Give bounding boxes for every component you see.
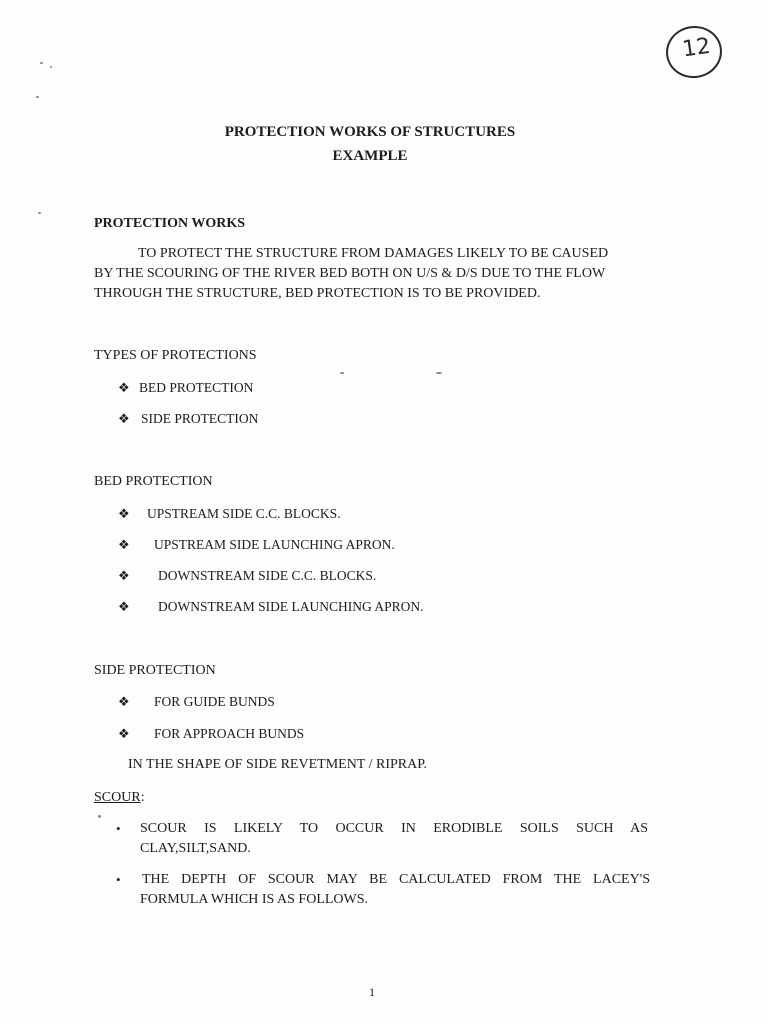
handwritten-page-mark — [663, 22, 726, 81]
scan-speck — [36, 96, 39, 98]
list-item-label: FOR GUIDE BUNDS — [154, 694, 275, 709]
list-item-label: DOWNSTREAM SIDE LAUNCHING APRON. — [158, 599, 424, 614]
scan-speck — [38, 212, 41, 214]
list-item — [118, 694, 275, 710]
dot-bullet-icon: • — [116, 821, 121, 836]
scan-speck — [50, 66, 52, 68]
diamond-bullet-icon: ❖ — [118, 411, 130, 426]
paragraph-line: TO PROTECT THE STRUCTURE FROM DAMAGES LIKELY TO BE CAUSED — [138, 246, 609, 261]
dot-bullet-icon: • — [116, 872, 121, 887]
scan-speck — [40, 62, 43, 64]
diamond-bullet-icon: ❖ — [118, 694, 130, 709]
list-item-label: UPSTREAM SIDE LAUNCHING APRON. — [154, 537, 395, 552]
scour-bullet-line: CLAY,SILT,SAND. — [140, 841, 251, 856]
list-item — [118, 726, 304, 742]
list-item-label: FOR APPROACH BUNDS — [154, 726, 305, 741]
page-number: 1 — [369, 985, 375, 999]
document-title: PROTECTION WORKS OF STRUCTURES — [224, 124, 516, 140]
diamond-bullet-icon: ❖ — [118, 726, 130, 741]
diamond-bullet-icon: ❖ — [118, 537, 130, 552]
list-item — [118, 599, 424, 615]
list-item-label: UPSTREAM SIDE C.C. BLOCKS. — [147, 506, 341, 521]
scour-bullet-line: FORMULA WHICH IS AS FOLLOWS. — [140, 892, 369, 907]
page-mark-text: 12 — [680, 33, 713, 63]
scour-bullet-line: SCOUR IS LIKELY TO OCCUR IN ERODIBLE SOILS SUCH AS — [140, 821, 648, 836]
scan-speck — [436, 372, 442, 374]
list-item — [118, 380, 253, 396]
list-item — [118, 411, 258, 427]
scour-bullet-line: THE DEPTH OF SCOUR MAY BE CALCULATED FROM THE LACEY'S — [142, 872, 650, 887]
list-item-label: SIDE PROTECTION — [141, 411, 259, 426]
scour-heading-label: SCOUR — [94, 790, 141, 805]
diamond-bullet-icon: ❖ — [118, 599, 130, 614]
side-protection-note: IN THE SHAPE OF SIDE REVETMENT / RIPRAP. — [128, 757, 427, 772]
diamond-bullet-icon: ❖ — [118, 568, 130, 583]
list-item-label: BED PROTECTION — [139, 380, 254, 395]
diamond-bullet-icon: ❖ — [118, 506, 130, 521]
side-protection-heading: SIDE PROTECTION — [94, 663, 216, 678]
scour-heading — [94, 790, 145, 806]
paragraph-line: BY THE SCOURING OF THE RIVER BED BOTH ON U/S & D/S DUE TO THE FLOW — [94, 266, 606, 281]
document-subtitle: EXAMPLE — [332, 148, 408, 164]
list-item — [118, 506, 341, 522]
diamond-bullet-icon: ❖ — [118, 380, 130, 395]
scan-speck — [340, 372, 344, 374]
list-item-label: DOWNSTREAM SIDE C.C. BLOCKS. — [158, 568, 377, 583]
protection-works-heading: PROTECTION WORKS — [94, 216, 246, 231]
scour-heading-colon: : — [140, 790, 145, 805]
scan-speck — [98, 815, 101, 818]
list-item — [118, 568, 376, 584]
bed-protection-heading: BED PROTECTION — [94, 474, 213, 489]
list-item — [118, 537, 395, 553]
paragraph-line: THROUGH THE STRUCTURE, BED PROTECTION IS TO BE PROVIDED. — [94, 286, 541, 301]
types-heading: TYPES OF PROTECTIONS — [94, 348, 257, 363]
